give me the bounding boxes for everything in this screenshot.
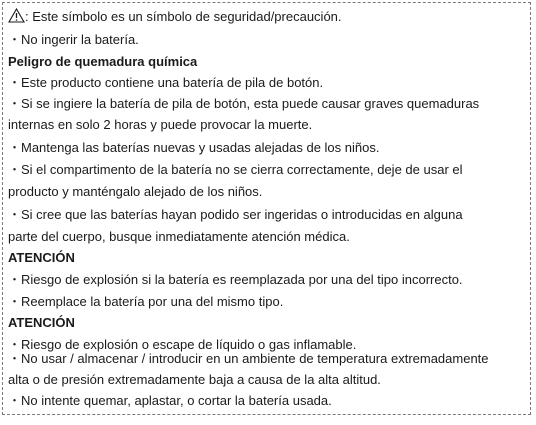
attention-line: ・Reemplace la batería por una del mismo tipo.: [8, 294, 284, 309]
env-line: alta o de presión extremadamente baja a causa de la alta altitud.: [8, 372, 381, 387]
burn-line: ・Este producto contiene una batería de pila de botón.: [8, 75, 324, 90]
env-line: ・No intente quemar, aplastar, o cortar la batería usada.: [8, 393, 332, 408]
symbol-text: : Este símbolo es un símbolo de seguridad/precaución.: [25, 9, 342, 24]
attention-line: ・Riesgo de explosión o escape de líquido o gas inflamable.: [8, 337, 357, 352]
env-line: ・No usar / almacenar / introducir en un ambiente de temperatura extremadamente: [8, 351, 489, 366]
warning-triangle-icon: [8, 8, 25, 23]
burn-line: ・Mantenga las baterías nuevas y usadas alejadas de los niños.: [8, 140, 380, 155]
burn-line: ・Si cree que las baterías hayan podido ser ingeridas o introducidas en alguna: [8, 207, 463, 222]
attention-heading: ATENCIÓN: [8, 250, 75, 265]
symbol-line: [8, 8, 342, 25]
burn-line: producto y manténgalo alejado de los niños.: [8, 184, 263, 199]
burn-line: ・Si se ingiere la batería de pila de botón, esta puede causar graves quemaduras: [8, 96, 480, 111]
burn-line: ・Si el compartimento de la batería no se cierra correctamente, deje de usar el: [8, 162, 463, 177]
no-ingest-line: ・No ingerir la batería.: [8, 32, 139, 47]
burn-heading: Peligro de quemadura química: [8, 54, 198, 69]
burn-line: internas en solo 2 horas y puede provocar la muerte.: [8, 117, 313, 132]
burn-line: parte del cuerpo, busque inmediatamente atención médica.: [8, 229, 350, 244]
attention-heading: ATENCIÓN: [8, 315, 75, 330]
attention-line: ・Riesgo de explosión si la batería es reemplazada por una del tipo incorrecto.: [8, 272, 463, 287]
